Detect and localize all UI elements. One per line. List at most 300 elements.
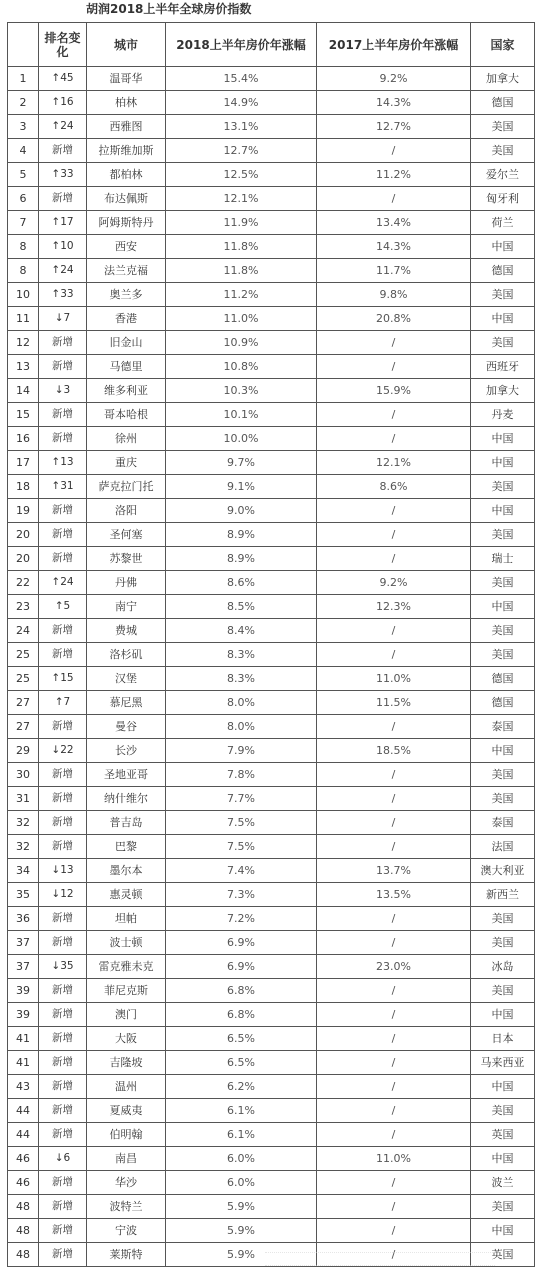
cell-rank: 29 xyxy=(8,739,39,763)
table-body xyxy=(8,67,535,1267)
cell-rank-change: 新增 xyxy=(39,1195,87,1219)
cell-2018-growth: 8.0% xyxy=(166,691,317,715)
cell-2018-growth: 5.9% xyxy=(166,1195,317,1219)
cell-city: 旧金山 xyxy=(87,331,166,355)
cell-city: 温州 xyxy=(87,1075,166,1099)
cell-2018-growth: 8.6% xyxy=(166,571,317,595)
cell-rank: 32 xyxy=(8,835,39,859)
cell-2017-growth: / xyxy=(317,835,471,859)
cell-city: 法兰克福 xyxy=(87,259,166,283)
cell-2018-growth: 6.1% xyxy=(166,1123,317,1147)
table-row xyxy=(8,667,535,691)
cell-rank: 11 xyxy=(8,307,39,331)
cell-2018-growth: 8.3% xyxy=(166,643,317,667)
cell-2018-growth: 6.8% xyxy=(166,1003,317,1027)
cell-rank: 39 xyxy=(8,979,39,1003)
cell-rank-change: 新增 xyxy=(39,811,87,835)
cell-rank: 36 xyxy=(8,907,39,931)
cell-rank: 34 xyxy=(8,859,39,883)
table-row xyxy=(8,187,535,211)
cell-2018-growth: 6.5% xyxy=(166,1051,317,1075)
cell-2017-growth: / xyxy=(317,1123,471,1147)
cell-country: 美国 xyxy=(471,643,535,667)
cell-rank-change: 新增 xyxy=(39,979,87,1003)
cell-2018-growth: 13.1% xyxy=(166,115,317,139)
cell-rank: 39 xyxy=(8,1003,39,1027)
cell-country: 加拿大 xyxy=(471,379,535,403)
cell-rank: 27 xyxy=(8,715,39,739)
cell-rank: 35 xyxy=(8,883,39,907)
cell-2018-growth: 12.7% xyxy=(166,139,317,163)
cell-rank-change: 新增 xyxy=(39,331,87,355)
cell-2018-growth: 11.2% xyxy=(166,283,317,307)
cell-country: 中国 xyxy=(471,1219,535,1243)
table-row xyxy=(8,787,535,811)
cell-city: 波士顿 xyxy=(87,931,166,955)
cell-rank: 30 xyxy=(8,763,39,787)
cell-country: 英国 xyxy=(471,1243,535,1267)
cell-2018-growth: 10.3% xyxy=(166,379,317,403)
cell-city: 洛阳 xyxy=(87,499,166,523)
cell-2017-growth: 13.5% xyxy=(317,883,471,907)
cell-city: 奥兰多 xyxy=(87,283,166,307)
cell-rank: 25 xyxy=(8,667,39,691)
table-row xyxy=(8,571,535,595)
table-row xyxy=(8,547,535,571)
cell-2017-growth: / xyxy=(317,811,471,835)
cell-2017-growth: 11.0% xyxy=(317,667,471,691)
cell-2017-growth: / xyxy=(317,787,471,811)
table-row xyxy=(8,739,535,763)
table-row xyxy=(8,1003,535,1027)
cell-2017-growth: / xyxy=(317,1171,471,1195)
cell-rank-change: ↓13 xyxy=(39,859,87,883)
cell-2017-growth: / xyxy=(317,1243,471,1267)
cell-city: 宁波 xyxy=(87,1219,166,1243)
cell-rank: 43 xyxy=(8,1075,39,1099)
cell-2018-growth: 11.8% xyxy=(166,235,317,259)
table-row xyxy=(8,427,535,451)
cell-rank: 18 xyxy=(8,475,39,499)
cell-rank-change: ↓6 xyxy=(39,1147,87,1171)
table-row xyxy=(8,355,535,379)
cell-rank-change: ↑17 xyxy=(39,211,87,235)
price-index-table xyxy=(7,22,535,1267)
cell-2017-growth: 11.2% xyxy=(317,163,471,187)
cell-city: 澳门 xyxy=(87,1003,166,1027)
cell-2017-growth: 8.6% xyxy=(317,475,471,499)
cell-rank: 25 xyxy=(8,643,39,667)
cell-2018-growth: 8.0% xyxy=(166,715,317,739)
cell-country: 澳大利亚 xyxy=(471,859,535,883)
header-country: 国家 xyxy=(471,23,535,67)
cell-rank-change: 新增 xyxy=(39,1123,87,1147)
cell-country: 荷兰 xyxy=(471,211,535,235)
cell-rank: 44 xyxy=(8,1123,39,1147)
cell-rank-change: ↓3 xyxy=(39,379,87,403)
cell-2018-growth: 15.4% xyxy=(166,67,317,91)
cell-2018-growth: 8.9% xyxy=(166,547,317,571)
cell-2017-growth: / xyxy=(317,499,471,523)
header-city: 城市 xyxy=(87,23,166,67)
cell-rank-change: ↑31 xyxy=(39,475,87,499)
cell-city: 汉堡 xyxy=(87,667,166,691)
cell-2017-growth: / xyxy=(317,1003,471,1027)
cell-country: 法国 xyxy=(471,835,535,859)
cell-rank: 41 xyxy=(8,1051,39,1075)
cell-rank: 8 xyxy=(8,259,39,283)
table-row xyxy=(8,307,535,331)
cell-2017-growth: / xyxy=(317,907,471,931)
cell-2017-growth: / xyxy=(317,139,471,163)
cell-city: 惠灵顿 xyxy=(87,883,166,907)
cell-country: 爱尔兰 xyxy=(471,163,535,187)
cell-city: 香港 xyxy=(87,307,166,331)
cell-2017-growth: 11.0% xyxy=(317,1147,471,1171)
cell-country: 泰国 xyxy=(471,715,535,739)
cell-city: 苏黎世 xyxy=(87,547,166,571)
cell-city: 费城 xyxy=(87,619,166,643)
cell-rank-change: 新增 xyxy=(39,1171,87,1195)
cell-rank: 22 xyxy=(8,571,39,595)
cell-city: 哥本哈根 xyxy=(87,403,166,427)
watermark-overlay xyxy=(265,1252,495,1266)
cell-2018-growth: 8.5% xyxy=(166,595,317,619)
cell-2017-growth: / xyxy=(317,403,471,427)
cell-2017-growth: 23.0% xyxy=(317,955,471,979)
cell-rank-change: ↑7 xyxy=(39,691,87,715)
cell-rank-change: ↑10 xyxy=(39,235,87,259)
table-row xyxy=(8,523,535,547)
cell-city: 莱斯特 xyxy=(87,1243,166,1267)
cell-rank-change: 新增 xyxy=(39,403,87,427)
cell-rank-change: ↑5 xyxy=(39,595,87,619)
cell-city: 南昌 xyxy=(87,1147,166,1171)
cell-2018-growth: 6.9% xyxy=(166,931,317,955)
table-row xyxy=(8,91,535,115)
table-row xyxy=(8,955,535,979)
cell-2017-growth: / xyxy=(317,1219,471,1243)
cell-2018-growth: 7.2% xyxy=(166,907,317,931)
cell-rank: 48 xyxy=(8,1219,39,1243)
cell-2017-growth: / xyxy=(317,523,471,547)
cell-country: 西班牙 xyxy=(471,355,535,379)
cell-country: 丹麦 xyxy=(471,403,535,427)
table-title: 胡润2018上半年全球房价指数 xyxy=(86,2,252,16)
cell-city: 洛杉矶 xyxy=(87,643,166,667)
table-row xyxy=(8,475,535,499)
cell-2018-growth: 14.9% xyxy=(166,91,317,115)
cell-2017-growth: 9.2% xyxy=(317,571,471,595)
cell-2018-growth: 10.0% xyxy=(166,427,317,451)
cell-city: 曼谷 xyxy=(87,715,166,739)
table-row xyxy=(8,691,535,715)
cell-2017-growth: 9.8% xyxy=(317,283,471,307)
cell-rank-change: 新增 xyxy=(39,187,87,211)
cell-city: 纳什维尔 xyxy=(87,787,166,811)
table-row xyxy=(8,331,535,355)
cell-city: 丹佛 xyxy=(87,571,166,595)
cell-rank: 6 xyxy=(8,187,39,211)
cell-country: 瑞士 xyxy=(471,547,535,571)
cell-country: 美国 xyxy=(471,979,535,1003)
cell-country: 泰国 xyxy=(471,811,535,835)
cell-rank-change: 新增 xyxy=(39,523,87,547)
cell-country: 中国 xyxy=(471,739,535,763)
cell-rank-change: ↑16 xyxy=(39,91,87,115)
cell-rank-change: ↑33 xyxy=(39,283,87,307)
table-row xyxy=(8,811,535,835)
cell-rank-change: ↓35 xyxy=(39,955,87,979)
cell-2018-growth: 12.5% xyxy=(166,163,317,187)
cell-country: 美国 xyxy=(471,763,535,787)
header-rank-change: 排名变化 xyxy=(39,23,87,67)
cell-2017-growth: 14.3% xyxy=(317,91,471,115)
cell-2018-growth: 7.4% xyxy=(166,859,317,883)
table-row xyxy=(8,259,535,283)
cell-city: 柏林 xyxy=(87,91,166,115)
table-row xyxy=(8,883,535,907)
cell-country: 德国 xyxy=(471,259,535,283)
cell-2018-growth: 10.9% xyxy=(166,331,317,355)
cell-2018-growth: 7.8% xyxy=(166,763,317,787)
cell-city: 慕尼黑 xyxy=(87,691,166,715)
table-row xyxy=(8,1027,535,1051)
cell-rank: 1 xyxy=(8,67,39,91)
cell-rank: 24 xyxy=(8,619,39,643)
table-row xyxy=(8,715,535,739)
cell-city: 拉斯维加斯 xyxy=(87,139,166,163)
cell-country: 波兰 xyxy=(471,1171,535,1195)
cell-2017-growth: / xyxy=(317,1099,471,1123)
cell-country: 马来西亚 xyxy=(471,1051,535,1075)
table-row xyxy=(8,643,535,667)
cell-city: 西安 xyxy=(87,235,166,259)
cell-rank-change: 新增 xyxy=(39,787,87,811)
cell-2018-growth: 9.7% xyxy=(166,451,317,475)
cell-2018-growth: 6.2% xyxy=(166,1075,317,1099)
cell-2018-growth: 11.8% xyxy=(166,259,317,283)
cell-city: 夏威夷 xyxy=(87,1099,166,1123)
cell-city: 萨克拉门托 xyxy=(87,475,166,499)
cell-2018-growth: 7.5% xyxy=(166,835,317,859)
cell-2017-growth: / xyxy=(317,979,471,1003)
cell-rank-change: 新增 xyxy=(39,1099,87,1123)
cell-city: 长沙 xyxy=(87,739,166,763)
table-row xyxy=(8,211,535,235)
cell-rank: 46 xyxy=(8,1171,39,1195)
cell-city: 墨尔本 xyxy=(87,859,166,883)
table-row xyxy=(8,595,535,619)
cell-2018-growth: 5.9% xyxy=(166,1243,317,1267)
cell-country: 美国 xyxy=(471,1195,535,1219)
cell-country: 日本 xyxy=(471,1027,535,1051)
cell-2017-growth: / xyxy=(317,1027,471,1051)
cell-rank-change: ↓22 xyxy=(39,739,87,763)
cell-2017-growth: 18.5% xyxy=(317,739,471,763)
cell-rank-change: 新增 xyxy=(39,355,87,379)
cell-rank-change: 新增 xyxy=(39,1051,87,1075)
cell-2017-growth: / xyxy=(317,643,471,667)
cell-2017-growth: 14.3% xyxy=(317,235,471,259)
cell-rank: 41 xyxy=(8,1027,39,1051)
cell-city: 圣地亚哥 xyxy=(87,763,166,787)
cell-2018-growth: 9.0% xyxy=(166,499,317,523)
cell-rank-change: 新增 xyxy=(39,763,87,787)
cell-rank: 44 xyxy=(8,1099,39,1123)
cell-rank-change: 新增 xyxy=(39,1075,87,1099)
cell-rank: 20 xyxy=(8,523,39,547)
cell-2018-growth: 9.1% xyxy=(166,475,317,499)
cell-rank-change: ↓12 xyxy=(39,883,87,907)
cell-2017-growth: / xyxy=(317,427,471,451)
cell-country: 中国 xyxy=(471,595,535,619)
cell-rank-change: 新增 xyxy=(39,427,87,451)
table-row xyxy=(8,1219,535,1243)
cell-city: 华沙 xyxy=(87,1171,166,1195)
cell-city: 吉隆坡 xyxy=(87,1051,166,1075)
header-2018-growth: 2018上半年房价年涨幅 xyxy=(166,23,317,67)
cell-2018-growth: 11.0% xyxy=(166,307,317,331)
cell-country: 中国 xyxy=(471,1147,535,1171)
cell-2017-growth: 13.4% xyxy=(317,211,471,235)
cell-city: 南宁 xyxy=(87,595,166,619)
cell-rank: 17 xyxy=(8,451,39,475)
cell-rank-change: 新增 xyxy=(39,619,87,643)
cell-country: 美国 xyxy=(471,931,535,955)
cell-2018-growth: 6.0% xyxy=(166,1147,317,1171)
cell-city: 维多利亚 xyxy=(87,379,166,403)
cell-rank: 37 xyxy=(8,955,39,979)
cell-country: 德国 xyxy=(471,91,535,115)
table-row xyxy=(8,1099,535,1123)
table-row xyxy=(8,1051,535,1075)
cell-rank-change: ↑24 xyxy=(39,259,87,283)
cell-city: 雷克雅未克 xyxy=(87,955,166,979)
cell-2018-growth: 10.8% xyxy=(166,355,317,379)
cell-rank: 7 xyxy=(8,211,39,235)
cell-2017-growth: 20.8% xyxy=(317,307,471,331)
cell-2018-growth: 7.9% xyxy=(166,739,317,763)
cell-rank-change: ↓7 xyxy=(39,307,87,331)
table-row xyxy=(8,139,535,163)
table-row xyxy=(8,1147,535,1171)
table-row xyxy=(8,931,535,955)
table-row xyxy=(8,835,535,859)
cell-rank-change: 新增 xyxy=(39,1027,87,1051)
table-row xyxy=(8,763,535,787)
cell-rank: 13 xyxy=(8,355,39,379)
table-row xyxy=(8,235,535,259)
cell-2017-growth: 11.7% xyxy=(317,259,471,283)
cell-2017-growth: / xyxy=(317,715,471,739)
cell-rank-change: ↑33 xyxy=(39,163,87,187)
cell-rank-change: 新增 xyxy=(39,1003,87,1027)
cell-2017-growth: 9.2% xyxy=(317,67,471,91)
cell-country: 中国 xyxy=(471,307,535,331)
cell-city: 西雅图 xyxy=(87,115,166,139)
header-row xyxy=(8,23,535,67)
cell-rank: 8 xyxy=(8,235,39,259)
cell-city: 布达佩斯 xyxy=(87,187,166,211)
cell-2017-growth: 15.9% xyxy=(317,379,471,403)
table-row xyxy=(8,379,535,403)
cell-2017-growth: / xyxy=(317,331,471,355)
cell-2017-growth: / xyxy=(317,1051,471,1075)
cell-country: 美国 xyxy=(471,139,535,163)
cell-country: 美国 xyxy=(471,331,535,355)
cell-rank: 32 xyxy=(8,811,39,835)
header-index xyxy=(8,23,39,67)
cell-2018-growth: 6.8% xyxy=(166,979,317,1003)
cell-2017-growth: / xyxy=(317,355,471,379)
cell-country: 美国 xyxy=(471,907,535,931)
table-row xyxy=(8,451,535,475)
cell-2017-growth: 11.5% xyxy=(317,691,471,715)
cell-country: 中国 xyxy=(471,451,535,475)
cell-rank-change: 新增 xyxy=(39,907,87,931)
cell-rank-change: 新增 xyxy=(39,1243,87,1267)
header-2017-growth: 2017上半年房价年涨幅 xyxy=(317,23,471,67)
cell-2017-growth: 12.7% xyxy=(317,115,471,139)
cell-country: 中国 xyxy=(471,1003,535,1027)
cell-country: 英国 xyxy=(471,1123,535,1147)
cell-rank-change: 新增 xyxy=(39,139,87,163)
cell-rank: 48 xyxy=(8,1243,39,1267)
cell-rank-change: ↑15 xyxy=(39,667,87,691)
cell-rank-change: 新增 xyxy=(39,1219,87,1243)
cell-2018-growth: 7.7% xyxy=(166,787,317,811)
cell-country: 美国 xyxy=(471,787,535,811)
cell-2017-growth: 12.3% xyxy=(317,595,471,619)
cell-rank: 15 xyxy=(8,403,39,427)
cell-2018-growth: 8.4% xyxy=(166,619,317,643)
cell-country: 美国 xyxy=(471,619,535,643)
cell-2018-growth: 12.1% xyxy=(166,187,317,211)
cell-2018-growth: 8.3% xyxy=(166,667,317,691)
cell-rank-change: ↑24 xyxy=(39,115,87,139)
cell-rank-change: ↑45 xyxy=(39,67,87,91)
cell-rank: 37 xyxy=(8,931,39,955)
cell-rank: 2 xyxy=(8,91,39,115)
cell-country: 美国 xyxy=(471,283,535,307)
cell-country: 冰岛 xyxy=(471,955,535,979)
cell-city: 普吉岛 xyxy=(87,811,166,835)
cell-country: 美国 xyxy=(471,1099,535,1123)
cell-2018-growth: 5.9% xyxy=(166,1219,317,1243)
cell-rank: 48 xyxy=(8,1195,39,1219)
cell-country: 美国 xyxy=(471,475,535,499)
cell-city: 菲尼克斯 xyxy=(87,979,166,1003)
cell-rank: 4 xyxy=(8,139,39,163)
cell-2018-growth: 6.5% xyxy=(166,1027,317,1051)
cell-rank: 46 xyxy=(8,1147,39,1171)
cell-rank: 19 xyxy=(8,499,39,523)
cell-city: 巴黎 xyxy=(87,835,166,859)
cell-2018-growth: 7.3% xyxy=(166,883,317,907)
cell-2017-growth: / xyxy=(317,763,471,787)
cell-2017-growth: / xyxy=(317,1195,471,1219)
cell-2017-growth: 13.7% xyxy=(317,859,471,883)
cell-rank-change: 新增 xyxy=(39,715,87,739)
cell-rank-change: 新增 xyxy=(39,499,87,523)
cell-rank-change: 新增 xyxy=(39,547,87,571)
cell-country: 美国 xyxy=(471,523,535,547)
table-row xyxy=(8,1171,535,1195)
cell-2017-growth: / xyxy=(317,547,471,571)
cell-city: 伯明翰 xyxy=(87,1123,166,1147)
table-row xyxy=(8,979,535,1003)
